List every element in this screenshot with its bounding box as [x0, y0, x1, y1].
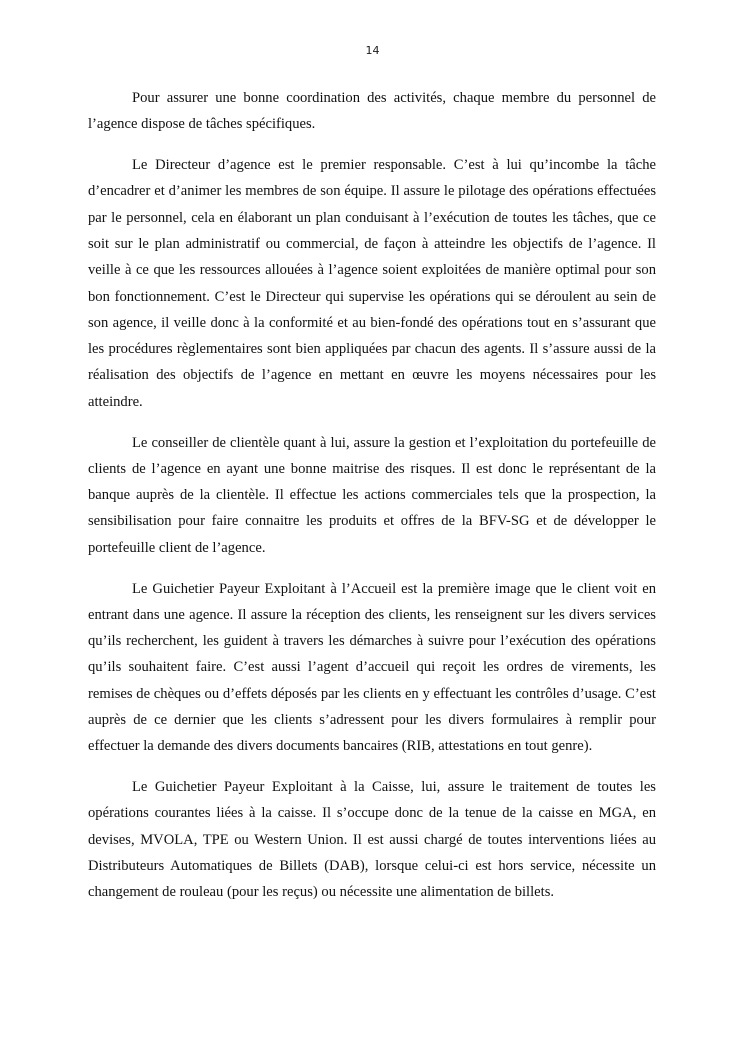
- paragraph-conseiller: Le conseiller de clientèle quant à lui, assure la gestion et l’exploitation du portefeuille de clients de l’agence en ayant une bonne maitrise des risques. Il est donc le représentant de la banque auprès de la clientèle. Il effectue les actions commerciales tels que la prospection, la sensibilisation pour faire connaitre les produits et offres de la BFV-SG et de développer le portefeuille client de l’agence.: [88, 434, 656, 556]
- body-text: [88, 85, 656, 920]
- paragraph-accueil: Le Guichetier Payeur Exploitant à l’Accueil est la première image que le client voit en entrant dans une agence. Il assure la réception des clients, les renseignent sur les divers services qu’ils recherchent, les guident à travers les démarches à suivre pour l’exécution des opérations qu’ils souhaitent faire. C’est aussi l’agent d’accueil qui reçoit les ordres de virements, les remises de chèques ou d’effets déposés par les clients en y effectuant les contrôles d’usage. C’est auprès de ce dernier que les clients s’adressent pour les divers formulaires à remplir pour effectuer la demande des divers documents bancaires (RIB, attestations en tout genre).: [88, 580, 656, 755]
- paragraph-intro: Pour assurer une bonne coordination des activités, chaque membre du personnel de l’agence dispose de tâches spécifiques.: [88, 90, 656, 133]
- paragraph-directeur: Le Directeur d’agence est le premier responsable. C’est à lui qu’incombe la tâche d’encadrer et d’animer les membres de son équipe. Il assure le pilotage des opérations effectuées par le personnel, cela en élaborant un plan conduisant à l’exécution de toutes les tâches, que ce soit sur le plan administratif ou commercial, de façon à atteindre les objectifs de l’agence. Il veille à ce que les ressources allouées à l’agence soient exploitées de manière optimal pour son bon fonctionnement. C’est le Directeur qui supervise les opérations qui se déroulent au sein de son agence, il veille donc à la conformité et au bien-fondé des opérations tout en s’assurant que les procédures règlementaires sont bien appliquées par chacun des agents. Il s’assure aussi de la réalisation des objectifs de l’agence en mettant en œuvre les moyens nécessaires pour les atteindre.: [88, 157, 656, 410]
- page-number: 14: [365, 44, 380, 57]
- paragraph-caisse: Le Guichetier Payeur Exploitant à la Caisse, lui, assure le traitement de toutes les opérations courantes liées à la caisse. Il s’occupe donc de la tenue de la caisse en MGA, en devises, MVOLA, TPE ou Western Union. Il est aussi chargé de toutes interventions liées au Distributeurs Automatiques de Billets (DAB), lorsque celui-ci est hors service, nécessite un changement de rouleau (pour les reçus) ou nécessite une alimentation de billets.: [88, 779, 656, 901]
